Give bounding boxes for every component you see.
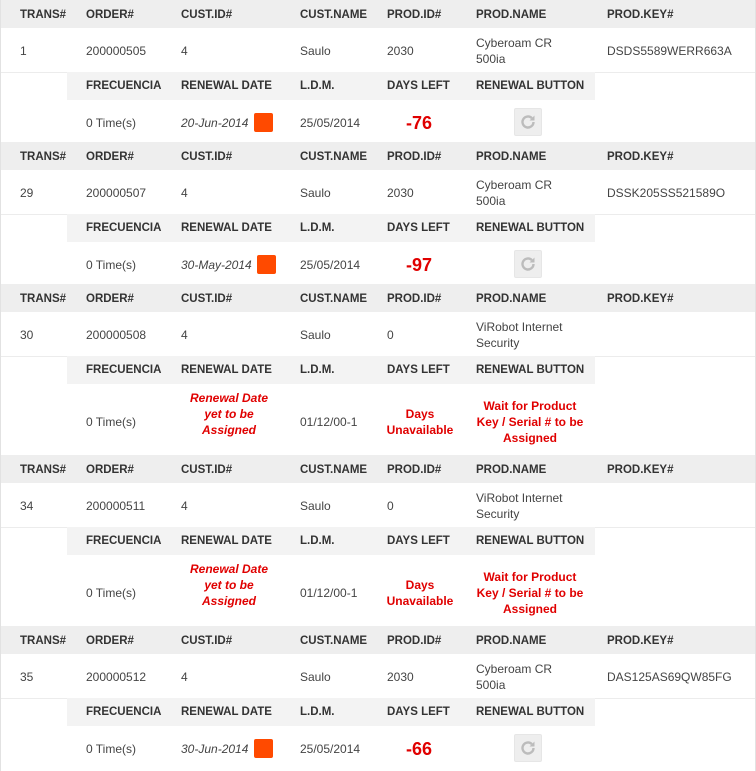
days-msg-line: Unavailable [386,423,454,437]
subheader-ldm: L.D.M. [300,222,335,234]
button-msg-line: Key / Serial # to be [476,415,584,429]
renewal-date-cell: 20-Jun-2014 [181,116,249,130]
trans-cell: 1 [20,44,27,58]
header-trans: TRANS# [20,151,67,163]
header-prod-name: PROD.NAME [476,635,547,647]
subheader-ldm: L.D.M. [300,80,335,92]
frecuencia-cell: 0 Time(s) [86,742,137,756]
subheader-renewal-date: RENEWAL DATE [181,222,272,234]
subheader-renewal-date: RENEWAL DATE [181,535,272,547]
header-prod-id: PROD.ID# [387,293,442,305]
frecuencia-cell: 0 Time(s) [86,258,137,272]
header-row [1,284,755,312]
header-cust-name: CUST.NAME [300,635,368,647]
header-order: ORDER# [86,9,134,21]
frecuencia-cell: 0 Time(s) [86,415,137,429]
days-left-value: -76 [406,113,433,133]
subheader-renewal-button: RENEWAL BUTTON [476,706,585,718]
header-row [1,142,755,170]
header-order: ORDER# [86,151,134,163]
table-row [1,483,755,528]
table-row [1,28,755,73]
record-block [0,142,756,284]
subheader-renewal-date: RENEWAL DATE [181,364,272,376]
renewal-button[interactable] [514,108,542,136]
prod-id-cell: 0 [387,499,394,513]
cust-name-cell: Saulo [300,44,331,58]
header-prod-id: PROD.ID# [387,464,442,476]
header-order: ORDER# [86,293,134,305]
renewal-date-marker[interactable] [254,739,273,758]
refresh-icon [519,113,537,131]
trans-cell: 29 [20,186,34,200]
cust-id-cell: 4 [181,186,188,200]
prod-name-line-2: 500ia [476,52,506,66]
header-cust-name: CUST.NAME [300,151,368,163]
renewal-msg-line: yet to be [204,407,254,421]
cust-name-cell: Saulo [300,499,331,513]
subheader-frecuencia: FRECUENCIA [86,80,162,92]
ldm-cell: 01/12/00-1 [300,586,358,600]
trans-cell: 30 [20,328,34,342]
prod-name-line-2: Security [476,336,520,350]
ldm-cell: 25/05/2014 [300,116,361,130]
subheader-ldm: L.D.M. [300,364,335,376]
header-cust-id: CUST.ID# [181,635,233,647]
header-prod-key: PROD.KEY# [607,9,674,21]
prod-id-cell: 2030 [387,670,414,684]
subheader-renewal-date: RENEWAL DATE [181,706,272,718]
renewal-date-pending [179,390,279,438]
header-prod-id: PROD.ID# [387,9,442,21]
table-row [1,312,755,357]
trans-cell: 34 [20,499,34,513]
trans-cell: 35 [20,670,34,684]
renewal-msg-line: yet to be [204,578,254,592]
header-cust-id: CUST.ID# [181,151,233,163]
renewal-button[interactable] [514,250,542,278]
prod-key-cell: DSSK205SS521589O [607,186,726,200]
header-order: ORDER# [86,635,134,647]
header-row [1,626,755,654]
ldm-cell: 25/05/2014 [300,742,361,756]
button-msg-line: Key / Serial # to be [476,586,584,600]
renewal-date-cell: 30-Jun-2014 [181,742,249,756]
renewal-msg-line: Renewal Date [189,562,269,576]
ldm-cell: 25/05/2014 [300,258,361,272]
renewal-msg-line: Assigned [201,423,256,437]
renewal-msg-line: Assigned [201,594,256,608]
record-block [0,0,756,142]
prod-name-line-2: 500ia [476,194,506,208]
header-prod-id: PROD.ID# [387,635,442,647]
table-row [1,654,755,699]
subheader-renewal-date: RENEWAL DATE [181,80,272,92]
subheader-days-left: DAYS LEFT [387,80,450,92]
frecuencia-cell: 0 Time(s) [86,116,137,130]
cust-name-cell: Saulo [300,670,331,684]
subheader-renewal-button: RENEWAL BUTTON [476,80,585,92]
header-cust-name: CUST.NAME [300,9,368,21]
header-trans: TRANS# [20,293,67,305]
subheader-days-left: DAYS LEFT [387,535,450,547]
header-prod-key: PROD.KEY# [607,464,674,476]
header-prod-key: PROD.KEY# [607,293,674,305]
cust-id-cell: 4 [181,44,188,58]
order-cell: 200000512 [86,670,147,684]
header-prod-name: PROD.NAME [476,9,547,21]
ldm-cell: 01/12/00-1 [300,415,358,429]
header-prod-key: PROD.KEY# [607,635,674,647]
header-row [1,455,755,483]
cust-id-cell: 4 [181,499,188,513]
prod-name-line-2: 500ia [476,678,506,692]
prod-key-cell: DSDS5589WERR663A [607,44,732,58]
renewal-button[interactable] [514,734,542,762]
header-cust-name: CUST.NAME [300,464,368,476]
subheader-row [67,72,595,100]
cust-id-cell: 4 [181,670,188,684]
order-cell: 200000511 [86,499,146,513]
days-msg-line: Days [405,407,435,421]
subheader-frecuencia: FRECUENCIA [86,364,162,376]
renewal-msg-line: Renewal Date [189,391,269,405]
subheader-row [67,527,595,555]
days-left-value: -66 [406,739,433,759]
header-prod-name: PROD.NAME [476,151,547,163]
subheader-frecuencia: FRECUENCIA [86,222,162,234]
subheader-renewal-button: RENEWAL BUTTON [476,364,585,376]
button-msg-line: Assigned [502,602,557,616]
header-cust-id: CUST.ID# [181,9,233,21]
record-block [0,626,756,771]
cust-name-cell: Saulo [300,328,331,342]
subheader-days-left: DAYS LEFT [387,706,450,718]
renewal-date-marker[interactable] [257,255,276,274]
prod-id-cell: 0 [387,328,394,342]
refresh-icon [519,255,537,273]
subheader-days-left: DAYS LEFT [387,222,450,234]
days-msg-line: Unavailable [386,594,454,608]
prod-name-line-2: Security [476,507,520,521]
header-trans: TRANS# [20,464,67,476]
header-row [1,0,755,28]
subheader-renewal-button: RENEWAL BUTTON [476,535,585,547]
days-msg-line: Days [405,578,435,592]
frecuencia-cell: 0 Time(s) [86,586,137,600]
subheader-row [67,698,595,726]
cust-name-cell: Saulo [300,186,331,200]
prod-name-line-1: Cyberoam CR [476,662,553,676]
header-order: ORDER# [86,464,134,476]
days-unavailable [379,406,461,438]
prod-name-line-1: Cyberoam CR [476,36,553,50]
header-trans: TRANS# [20,635,67,647]
renewal-button-pending [471,569,589,617]
header-cust-id: CUST.ID# [181,293,233,305]
renewal-date-cell: 30-May-2014 [181,258,252,272]
subheader-row [67,214,595,242]
order-cell: 200000505 [86,44,147,58]
header-prod-name: PROD.NAME [476,464,547,476]
header-prod-id: PROD.ID# [387,151,442,163]
subheader-frecuencia: FRECUENCIA [86,706,162,718]
prod-name-line-1: ViRobot Internet [476,491,563,505]
refresh-icon [519,739,537,757]
renewal-date-marker[interactable] [254,113,273,132]
prod-name-line-1: ViRobot Internet [476,320,563,334]
prod-id-cell: 2030 [387,186,414,200]
cust-id-cell: 4 [181,328,188,342]
subheader-frecuencia: FRECUENCIA [86,535,162,547]
header-prod-key: PROD.KEY# [607,151,674,163]
order-cell: 200000507 [86,186,147,200]
header-prod-name: PROD.NAME [476,293,547,305]
header-cust-id: CUST.ID# [181,464,233,476]
prod-id-cell: 2030 [387,44,414,58]
button-msg-line: Wait for Product [483,570,577,584]
subheader-ldm: L.D.M. [300,535,335,547]
subheader-days-left: DAYS LEFT [387,364,450,376]
subheader-row [67,356,595,384]
renewal-date-pending [179,561,279,609]
days-unavailable [379,577,461,609]
subheader-renewal-button: RENEWAL BUTTON [476,222,585,234]
button-msg-line: Assigned [502,431,557,445]
renewal-button-pending [471,398,589,446]
subheader-ldm: L.D.M. [300,706,335,718]
record-block [0,455,756,626]
order-cell: 200000508 [86,328,147,342]
table-row [1,170,755,215]
button-msg-line: Wait for Product [483,399,577,413]
header-trans: TRANS# [20,9,67,21]
record-block [0,284,756,455]
header-cust-name: CUST.NAME [300,293,368,305]
prod-name-line-1: Cyberoam CR [476,178,553,192]
days-left-value: -97 [406,255,433,275]
prod-key-cell: DAS125AS69QW85FG [607,670,732,684]
